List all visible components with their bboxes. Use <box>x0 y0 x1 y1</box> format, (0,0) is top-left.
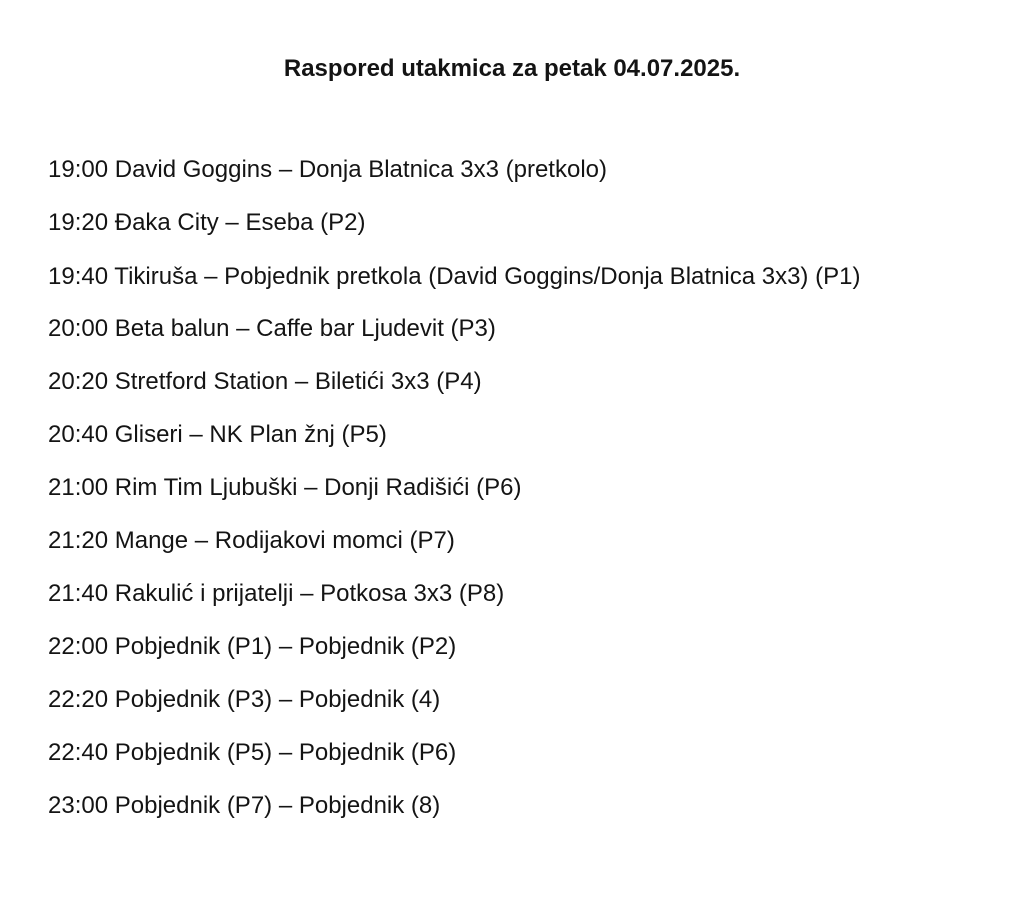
match-time: 19:40 <box>48 263 109 290</box>
match-time: 21:40 <box>48 580 109 607</box>
match-description: Tikiruša – Pobjednik pretkola (David Goggins/Donja Blatnica 3x3) (P1) <box>114 263 861 290</box>
match-row <box>48 525 990 557</box>
match-time: 23:00 <box>48 792 109 819</box>
match-description: Rakulić i prijatelji – Potkosa 3x3 (P8) <box>114 580 505 607</box>
match-row <box>48 684 990 716</box>
match-row <box>48 631 990 663</box>
match-description: David Goggins – Donja Blatnica 3x3 (pretkolo) <box>114 156 607 183</box>
match-row <box>48 313 990 345</box>
match-row <box>48 790 990 822</box>
match-row <box>48 578 990 610</box>
match-description: Beta balun – Caffe bar Ljudevit (P3) <box>114 315 496 342</box>
match-time: 20:20 <box>48 368 109 395</box>
match-description: Mange – Rodijakovi momci (P7) <box>114 527 455 554</box>
match-time: 20:40 <box>48 421 109 448</box>
match-time: 19:00 <box>48 156 109 183</box>
match-description: Stretford Station – Biletići 3x3 (P4) <box>114 368 482 395</box>
match-description: Pobjednik (P1) – Pobjednik (P2) <box>114 633 457 660</box>
match-row <box>48 154 990 186</box>
match-description: Đaka City – Eseba (P2) <box>114 209 366 236</box>
match-schedule-list <box>48 154 990 843</box>
match-description: Pobjednik (P3) – Pobjednik (4) <box>114 686 441 713</box>
match-row <box>48 366 990 398</box>
match-description: Pobjednik (P7) – Pobjednik (8) <box>114 792 441 819</box>
match-time: 22:20 <box>48 686 109 713</box>
match-time: 22:40 <box>48 739 109 766</box>
match-row <box>48 260 990 294</box>
match-time: 21:20 <box>48 527 109 554</box>
match-time: 19:20 <box>48 209 109 236</box>
match-time: 22:00 <box>48 633 109 660</box>
match-description: Pobjednik (P5) – Pobjednik (P6) <box>114 739 457 766</box>
match-description: Gliseri – NK Plan žnj (P5) <box>114 421 387 448</box>
match-row <box>48 472 990 504</box>
match-description: Rim Tim Ljubuški – Donji Radišići (P6) <box>114 474 522 501</box>
match-row <box>48 419 990 451</box>
match-row <box>48 737 990 769</box>
document-title: Raspored utakmica za petak 04.07.2025. <box>283 55 741 82</box>
match-time: 20:00 <box>48 315 109 342</box>
match-row <box>48 207 990 239</box>
match-time: 21:00 <box>48 474 109 501</box>
